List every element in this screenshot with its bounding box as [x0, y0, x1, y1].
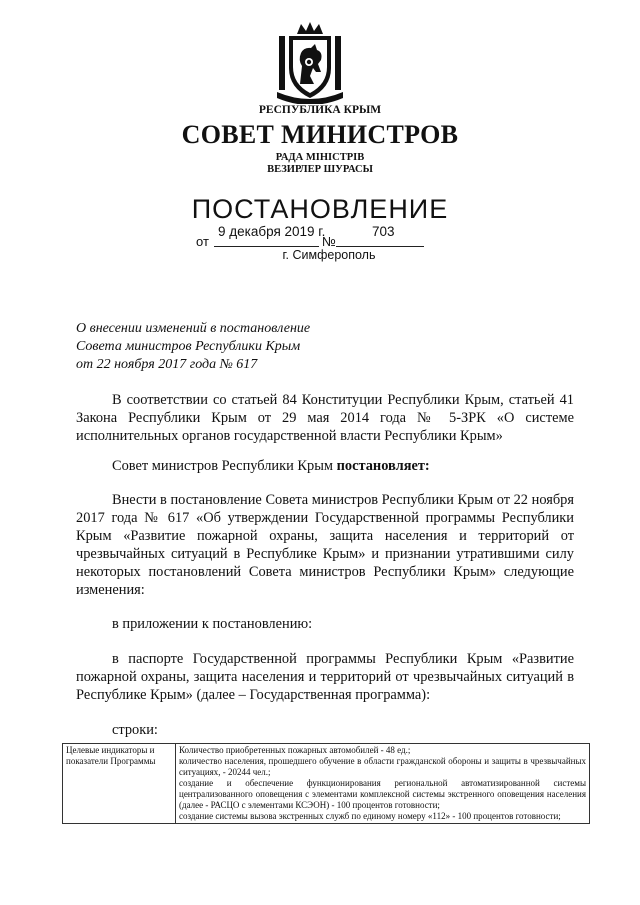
resolution-text: Совет министров Республики Крым [112, 458, 337, 474]
table-row [63, 744, 590, 824]
preamble-paragraph: В соответствии со статьей 84 Конституции Республики Крым, статьей 41 Закона Республики Крым от 29 мая 2014 года № 5-ЗРК «О системе исполнительных органов государственной власти Республики Крым» [76, 392, 574, 444]
passport-paragraph: в паспорте Государственной программы Республики Крым «Развитие пожарной охраны, защита населения и территорий от чрезвычайных ситуаций в Республике Крым» (далее – Государственная программа): [76, 651, 574, 703]
subject-line: Совета министров Республики Крым [76, 339, 301, 354]
rows-paragraph: строки: [112, 722, 158, 738]
amendment-paragraph: Внести в постановление Совета министров Республики Крым от 22 ноября 2017 года № 617 «Об утверждении Государственной программы Республики Крым «Развитие пожарной охраны, защита населения и территорий от чрезвычайных ситуаций в Республике Крым» и признании утратившими силу некоторых постановлений Совета министров Республики Крым» следующие изменения: [76, 492, 574, 598]
decree-city: г. Симферополь [282, 248, 376, 262]
resolution-verb: постановляет: [336, 458, 430, 474]
resolution-paragraph [76, 457, 574, 475]
table-cell-label: Целевые индикаторы и показатели Программы [63, 744, 176, 824]
date-underline [214, 246, 319, 247]
appendix-paragraph: в приложении к постановлению: [112, 616, 313, 632]
indicator-line: создание и обеспечение функционирования региональной автоматизированной системы централизованного оповещения с элементами комплексной системы экстренного оповещения населения (далее - РАСЦО с элементами КСЭОН) - 100 процентов готовности; [179, 778, 586, 810]
decree-date: 9 декабря 2019 г. [218, 224, 326, 239]
number-sign: № [322, 234, 336, 249]
indicators-table [62, 743, 590, 824]
indicator-line: Количество приобретенных пожарных автомобилей - 48 ед.; [179, 745, 411, 755]
indicator-line: количество населения, прошедшего обучение в области гражданской обороны и защиты в чрезвычайных ситуациях, - 20244 чел.; [179, 756, 586, 777]
date-prefix: от [196, 234, 209, 249]
decree-title: ПОСТАНОВЛЕНИЕ [191, 194, 449, 224]
number-underline [336, 246, 424, 247]
decree-subject [76, 320, 376, 374]
republic-name: РЕСПУБЛИКА КРЫМ [258, 104, 382, 116]
crimea-coat-of-arms-icon [273, 22, 347, 104]
subject-line: от 22 ноября 2017 года № 617 [76, 357, 258, 372]
decree-number: 703 [372, 224, 395, 239]
council-title-crimean-tatar: ВЕЗИРЛЕР ШУРАСЫ [267, 164, 373, 175]
subject-line: О внесении изменений в постановление [76, 321, 311, 336]
table-cell-values [176, 744, 590, 824]
council-title-ukrainian: РАДА МІНІСТРІВ [275, 152, 365, 163]
indicator-line: создание системы вызова экстренных служб по единому номеру «112» - 100 процентов готовности; [179, 811, 561, 821]
decree-date-line [196, 224, 426, 250]
council-title: СОВЕТ МИНИСТРОВ [181, 120, 459, 149]
